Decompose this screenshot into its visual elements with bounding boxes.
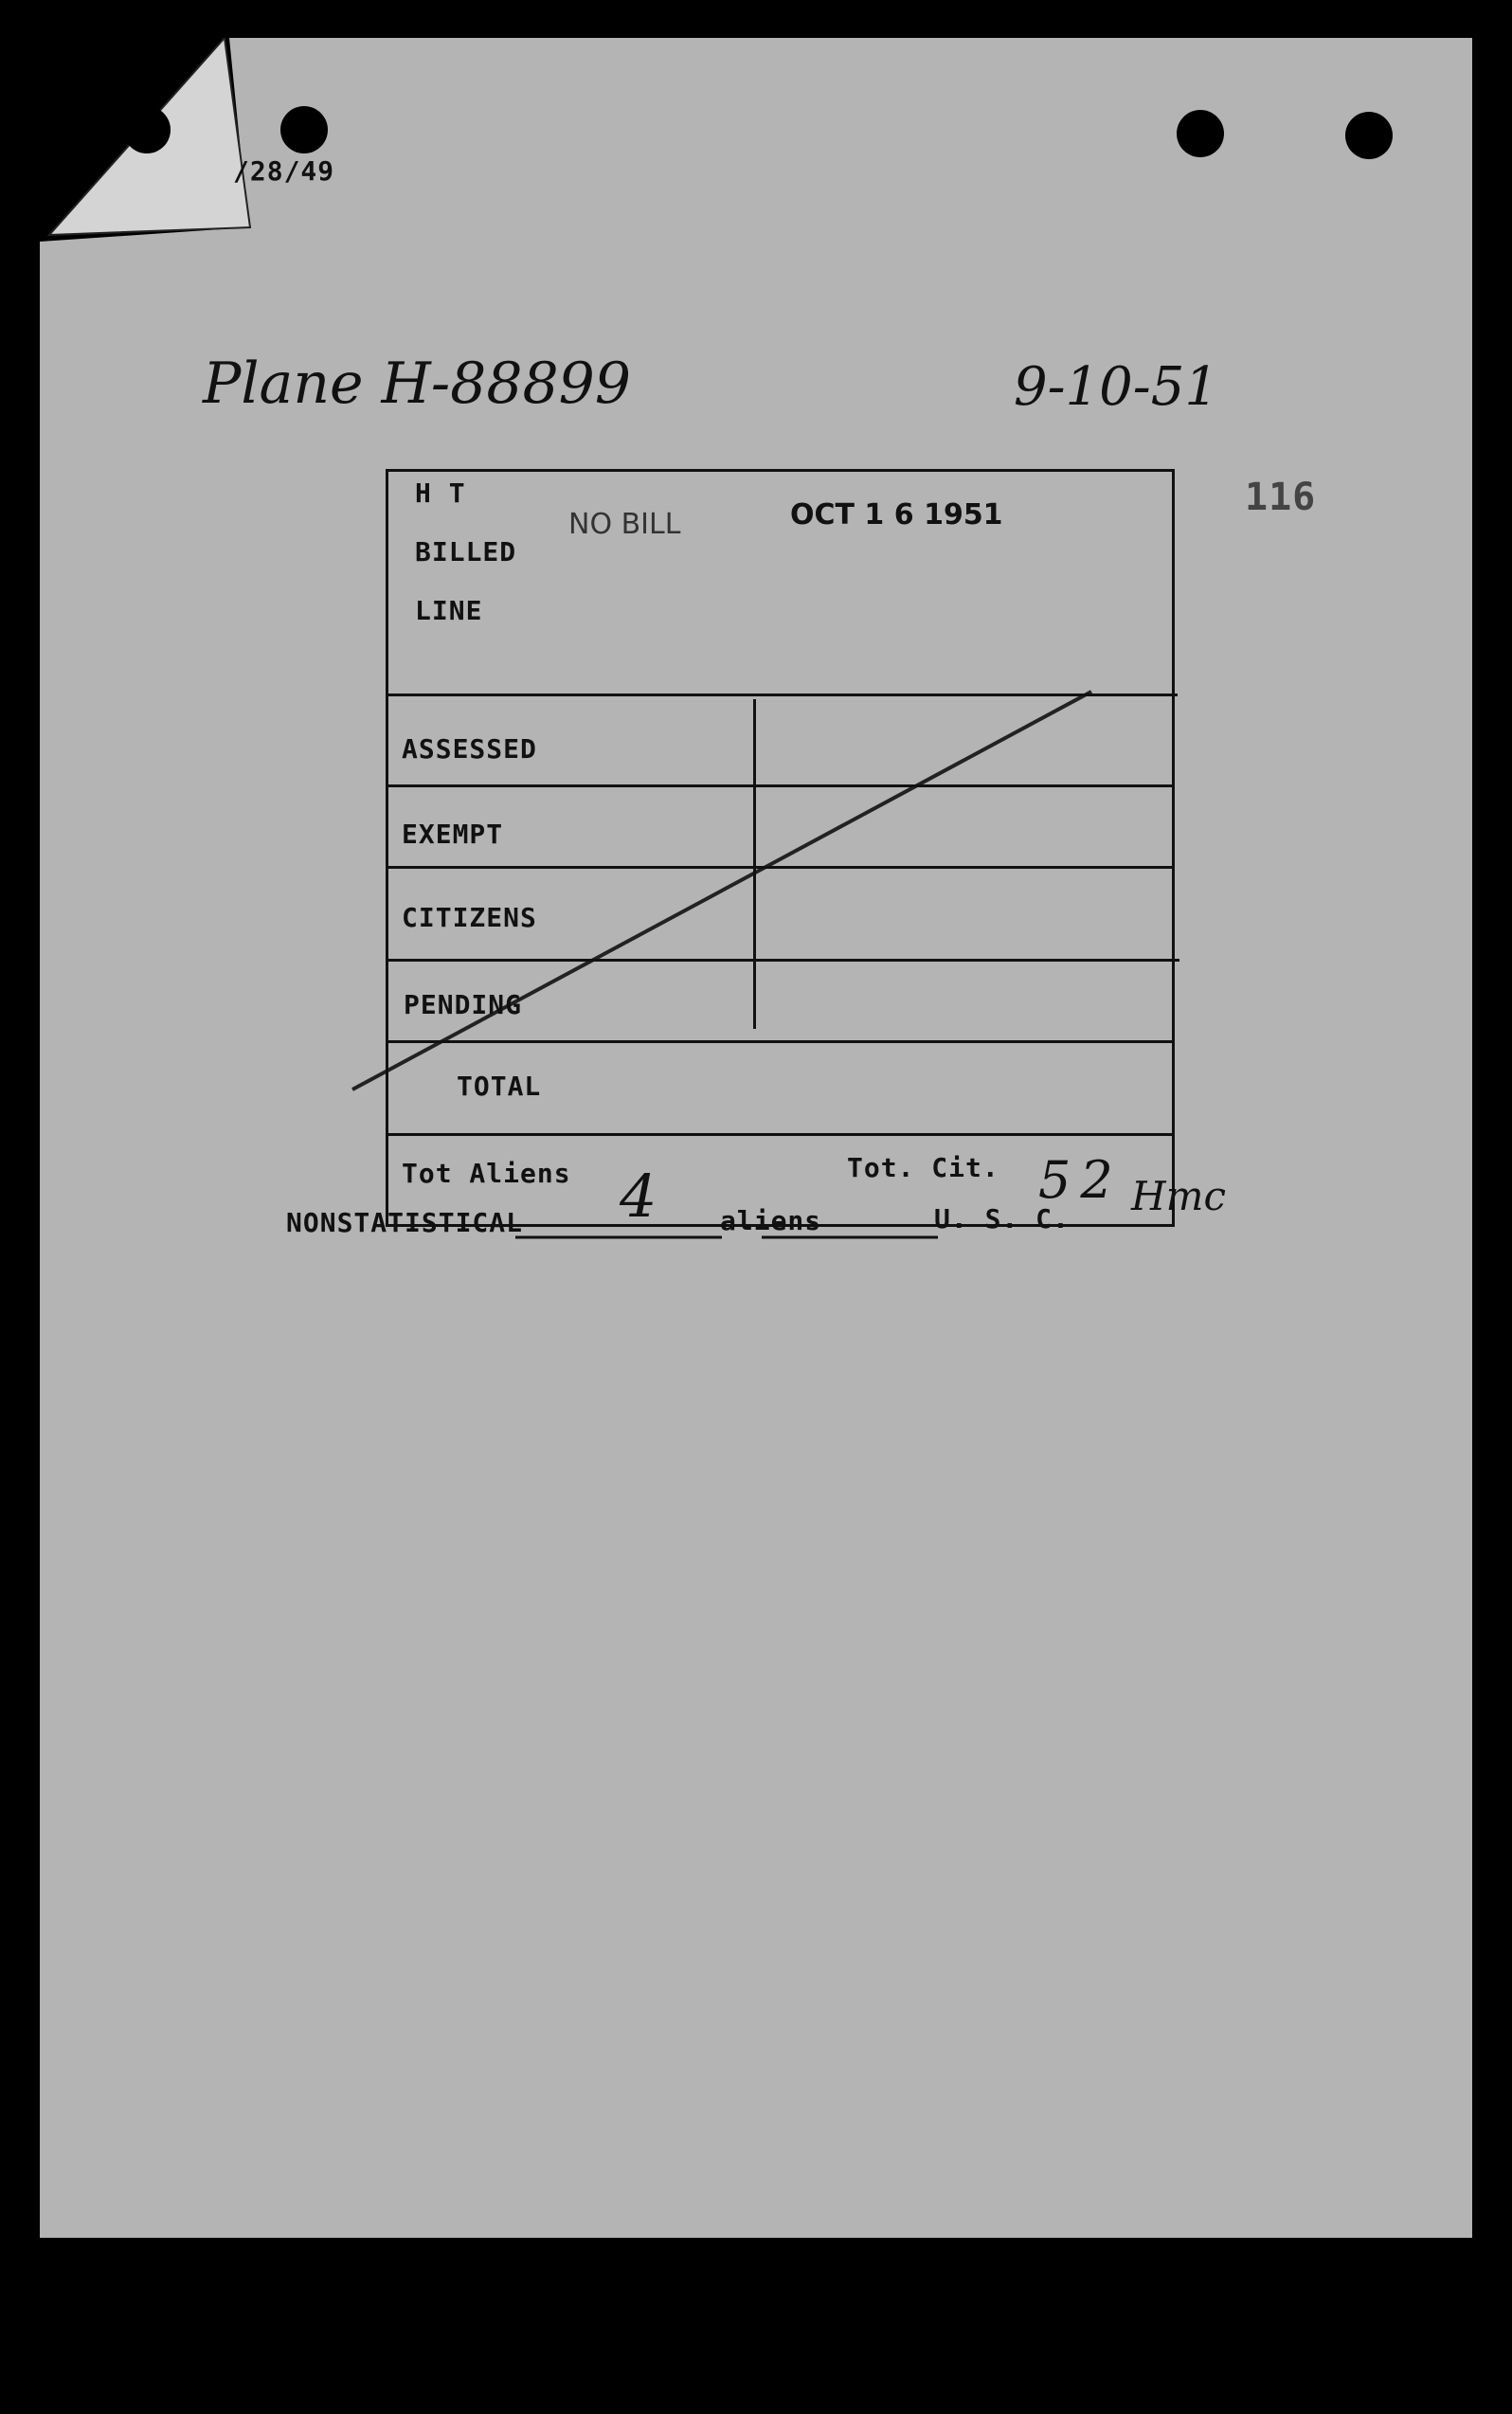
no-bill-stamp: NO BILL (568, 508, 681, 541)
punch-hole (123, 106, 171, 153)
total-label: TOTAL (457, 1071, 542, 1102)
form-table (386, 469, 1175, 1231)
punch-hole (280, 106, 328, 153)
aliens-label: aliens (720, 1205, 822, 1236)
exempt-label: EXEMPT (402, 819, 504, 850)
tot-aliens-value: 4 (620, 1162, 657, 1231)
row-divider (388, 1040, 1172, 1043)
ht-label: H T (415, 477, 466, 509)
assessed-label: ASSESSED (402, 733, 537, 765)
row-divider (388, 1133, 1172, 1136)
pending-label: PENDING (404, 989, 523, 1020)
tot-cit-label: Tot. Cit. (847, 1152, 999, 1183)
punch-hole (1177, 110, 1224, 157)
sheet-number: 116 (1245, 476, 1317, 519)
nonstatistical-label: NONSTATISTICAL (286, 1207, 524, 1238)
handwritten-date: 9-10-51 (1014, 356, 1218, 418)
line-label: LINE (415, 595, 483, 626)
date-stamp: OCT 1 6 1951 (790, 498, 1003, 531)
punch-hole (1345, 112, 1393, 159)
plane-number: Plane H-88899 (203, 351, 632, 417)
row-divider (388, 959, 1179, 962)
row-divider (388, 866, 1172, 869)
citizens-label: CITIZENS (402, 902, 537, 933)
tot-cit-value: 52 (1038, 1150, 1123, 1210)
document-sheet (40, 38, 1472, 2238)
column-divider (753, 699, 756, 1029)
tot-aliens-label: Tot Aliens (402, 1158, 571, 1189)
row-divider (388, 694, 1178, 696)
billed-label: BILLED (415, 536, 517, 567)
handwritten-initials: Hmc (1131, 1173, 1226, 1219)
date-fragment: /28/49 (233, 155, 335, 187)
row-divider (388, 784, 1172, 787)
usc-label: U. S. C. (934, 1203, 1070, 1234)
